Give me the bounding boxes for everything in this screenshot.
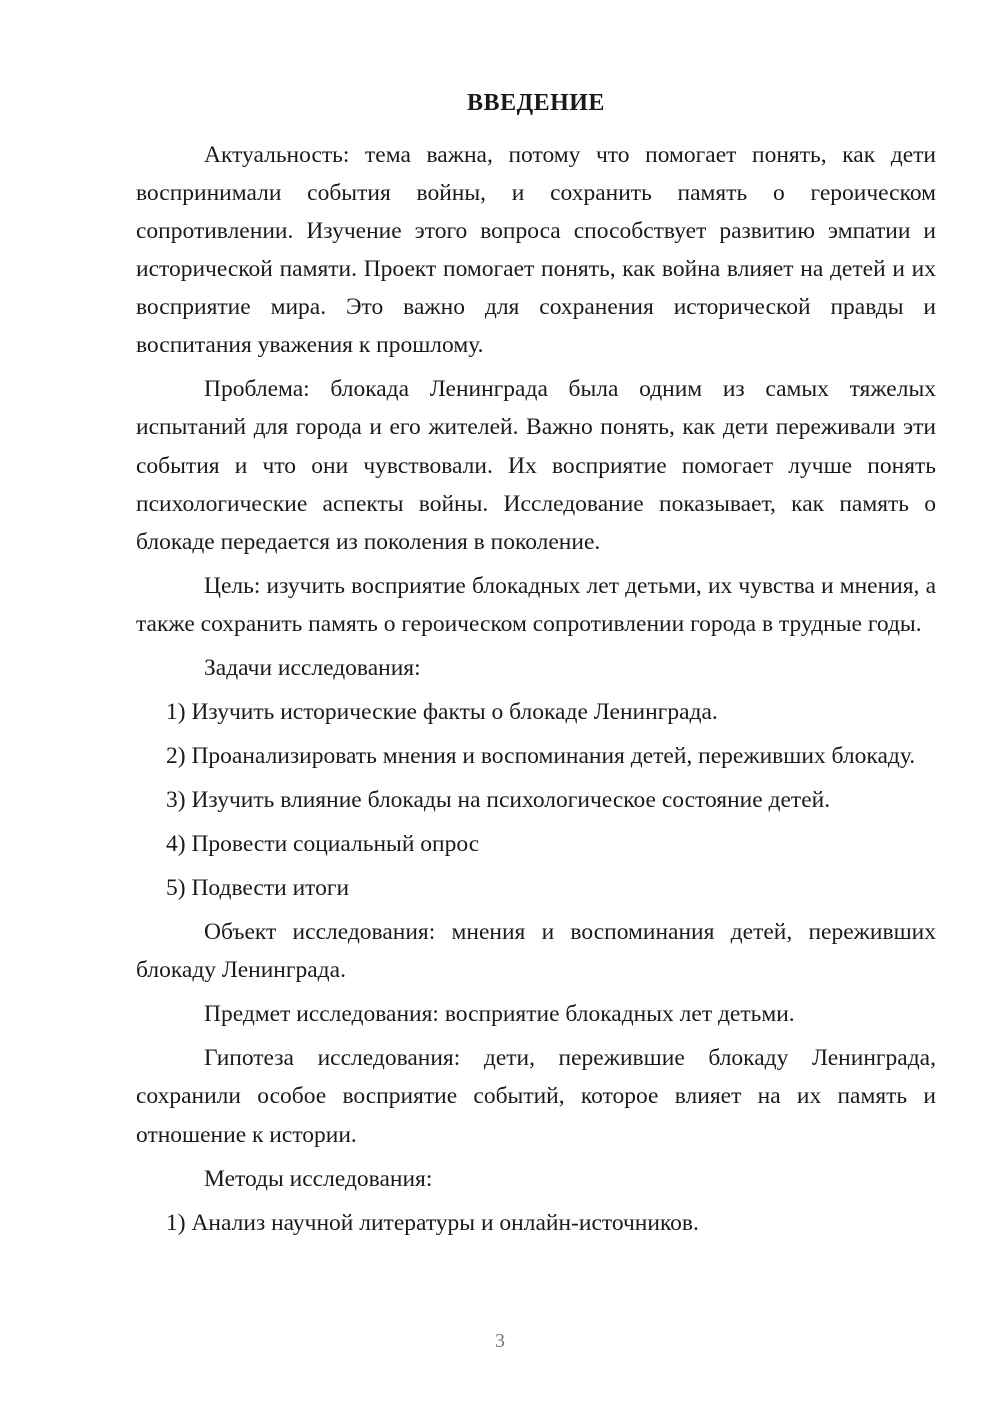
paragraph-subject: Предмет исследования: восприятие блокадных лет детьми. [204,1001,795,1028]
page-title: ВВЕДЕНИЕ [467,90,605,116]
tasks-label: Задачи исследования: [204,654,421,681]
paragraph-object: Объект исследования: мнения и воспоминания детей, переживших блокаду Ленинграда. [136,919,936,984]
task-item-2: 2) Проанализировать мнения и воспоминания детей, переживших блокаду. [166,742,916,769]
page-number: 3 [495,1330,505,1352]
task-item-3: 3) Изучить влияние блокады на психологическое состояние детей. [166,787,831,813]
paragraph-hypothesis: Гипотеза исследования: дети, пережившие блокаду Ленинграда, сохранили особое восприятие событий, которое влияет на их память и отношение к истории. [136,1045,936,1148]
paragraph-relevance: Актуальность: тема важна, потому что помогает понять, как дети воспринимали события войны, и сохранить память о героическом сопротивлении. Изучение этого вопроса способствует развитию эмпатии и исторической памяти. Проект помогает понять, как война влияет на детей и их восприятие мира. Это важно для сохранения исторической правды и воспитания уважения к прошлому. [136,142,936,359]
paragraph-problem: Проблема: блокада Ленинграда была одним из самых тяжелых испытаний для города и его жителей. Важно понять, как дети переживали эти события и что они чувствовали. Их восприятие помогает лучше понять психологические аспекты войны. Исследование показывает, как память о блокаде передается из поколения в поколение. [136,376,936,555]
methods-label: Методы исследования: [204,1165,433,1192]
task-item-4: 4) Провести социальный опрос [166,831,480,858]
document-body [136,88,936,1248]
method-item-1: 1) Анализ научной литературы и онлайн-источников. [166,1209,699,1236]
task-item-1: 1) Изучить исторические факты о блокаде Ленинграда. [166,698,718,725]
task-item-5: 5) Подвести итоги [166,875,350,902]
paragraph-goal: Цель: изучить восприятие блокадных лет детьми, их чувства и мнения, а также сохранить память о героическом сопротивлении города в трудные годы. [136,572,936,637]
